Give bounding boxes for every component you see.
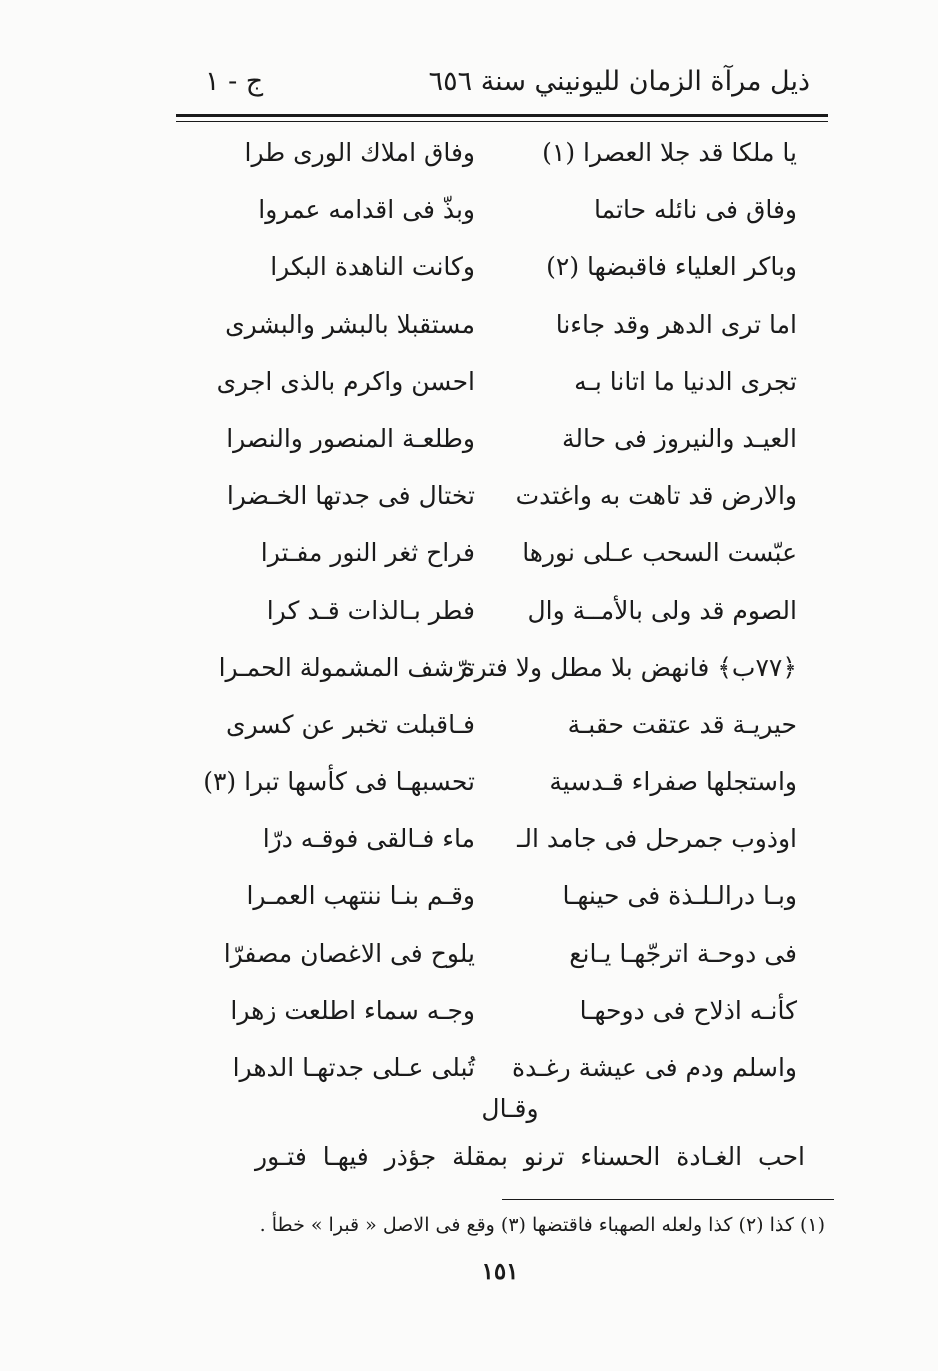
verse-line bbox=[190, 812, 815, 869]
first-hemistich: الصوم قد ولى بالأمــة وال bbox=[527, 595, 797, 625]
verse-line bbox=[190, 469, 815, 526]
first-hemistich: اما ترى الدهر وقد جاءنا bbox=[555, 309, 797, 339]
second-hemistich: فراح ثغر النور مفـترا bbox=[260, 538, 475, 568]
verse-line bbox=[190, 755, 815, 812]
second-hemistich: وقـم بنـا ننتهب العمـرا bbox=[246, 881, 475, 911]
first-hemistich: واستجلها صفراء قـدسية bbox=[549, 767, 797, 797]
footnote: (١) كذا (٢) كذا ولعله الصهباء فاقتضها (٣) وقع فى الاصل « قبرا » خطأ . bbox=[259, 1214, 825, 1236]
second-hemistich: تختال فى جدتها الخـضرا bbox=[226, 481, 475, 511]
second-hemistich: وطلعـة المنصور والنصرا bbox=[226, 423, 475, 453]
verse-line bbox=[190, 984, 815, 1041]
verse-line bbox=[190, 355, 815, 412]
second-hemistich: ماء فـالقى فوقـه درّا bbox=[262, 824, 475, 854]
first-hemistich: عبّست السحب عـلى نورها bbox=[522, 538, 797, 568]
first-hemistich: والارض قد تاهت به واغتدت bbox=[515, 481, 797, 511]
first-hemistich: العيـد والنيروز فى حالة bbox=[562, 423, 797, 453]
second-hemistich: وبذّ فى اقدامه عمروا bbox=[258, 195, 475, 225]
second-hemistich: وفاق املاك الورى طرا bbox=[244, 138, 475, 167]
first-hemistich: وفاق فى نائله حاتما bbox=[594, 195, 797, 225]
page-number: ١٥١ bbox=[481, 1258, 519, 1285]
header-rule-thick bbox=[176, 114, 828, 117]
verse-line-last: احب الغـادة الحسناء ترنو بمقلة جؤذر فيهـا فتـور bbox=[255, 1142, 805, 1171]
second-hemistich: يلوح فى الاغصان مصفرّا bbox=[223, 938, 475, 968]
verse-line bbox=[190, 1041, 815, 1098]
second-hemistich: فـاقبلت تخبر عن كسرى bbox=[226, 709, 475, 739]
second-hemistich: وجـه سماء اطلعت زهرا bbox=[230, 995, 475, 1025]
second-hemistich: احسن واكرم بالذى اجرى bbox=[216, 366, 475, 396]
first-hemistich: فى دوحـة اترجّهـا يـانع bbox=[569, 938, 797, 968]
header-title: ذيل مرآة الزمان لليونيني سنة ٦٥٦ bbox=[428, 66, 810, 97]
second-hemistich: مستقبلا بالبشر والبشرى bbox=[225, 309, 475, 339]
verse-line bbox=[190, 698, 815, 755]
verse-line bbox=[190, 183, 815, 240]
verse-line bbox=[190, 584, 815, 641]
poem-intro: وقـال bbox=[481, 1094, 539, 1123]
footnote-rule bbox=[502, 1199, 834, 1200]
verse-line bbox=[190, 641, 815, 698]
first-hemistich: حيريـة قد عتقت حقبـة bbox=[567, 709, 797, 739]
second-hemistich: تحسبهـا فى كأسها تبرا (٣) bbox=[203, 767, 475, 797]
first-hemistich: وباكر العلياء فاقبضها (٢) bbox=[546, 252, 797, 282]
running-header bbox=[175, 62, 825, 108]
first-hemistich: يا ملكا قد جلا العصرا (١) bbox=[542, 138, 797, 167]
verse-line bbox=[190, 927, 815, 984]
first-hemistich: وبـا درالـلـذة فى حينهـا bbox=[562, 881, 797, 911]
verse-line bbox=[190, 526, 815, 583]
verse-line bbox=[190, 240, 815, 297]
first-hemistich: كأنـه اذلاح فى دوحهـا bbox=[579, 995, 797, 1025]
verse-line bbox=[190, 869, 815, 926]
second-hemistich: فطر بـالذات قـد كرا bbox=[266, 595, 475, 625]
first-hemistich: ﴿٧٧ب﴾ فانهض بلا مطل ولا فترة bbox=[461, 652, 797, 682]
second-hemistich: ترّشف المشمولة الحمـرا bbox=[218, 652, 475, 682]
verse-line bbox=[190, 126, 815, 183]
poem bbox=[190, 126, 815, 1098]
header-rule-thin bbox=[176, 121, 828, 122]
verse-line bbox=[190, 412, 815, 469]
second-hemistich: تُبلى عـلى جدتهـا الدهرا bbox=[232, 1053, 475, 1082]
first-hemistich: واسلم ودم فى عيشة رغـدة bbox=[512, 1053, 797, 1082]
second-hemistich: وكانت الناهدة البكرا bbox=[270, 252, 475, 282]
first-hemistich: تجرى الدنيا ما اتانا بـه bbox=[574, 366, 797, 396]
verse-line bbox=[190, 298, 815, 355]
first-hemistich: اوذوب جمرحل فى جامد الـ bbox=[517, 824, 797, 854]
header-volume: ج - ١ bbox=[205, 66, 264, 97]
